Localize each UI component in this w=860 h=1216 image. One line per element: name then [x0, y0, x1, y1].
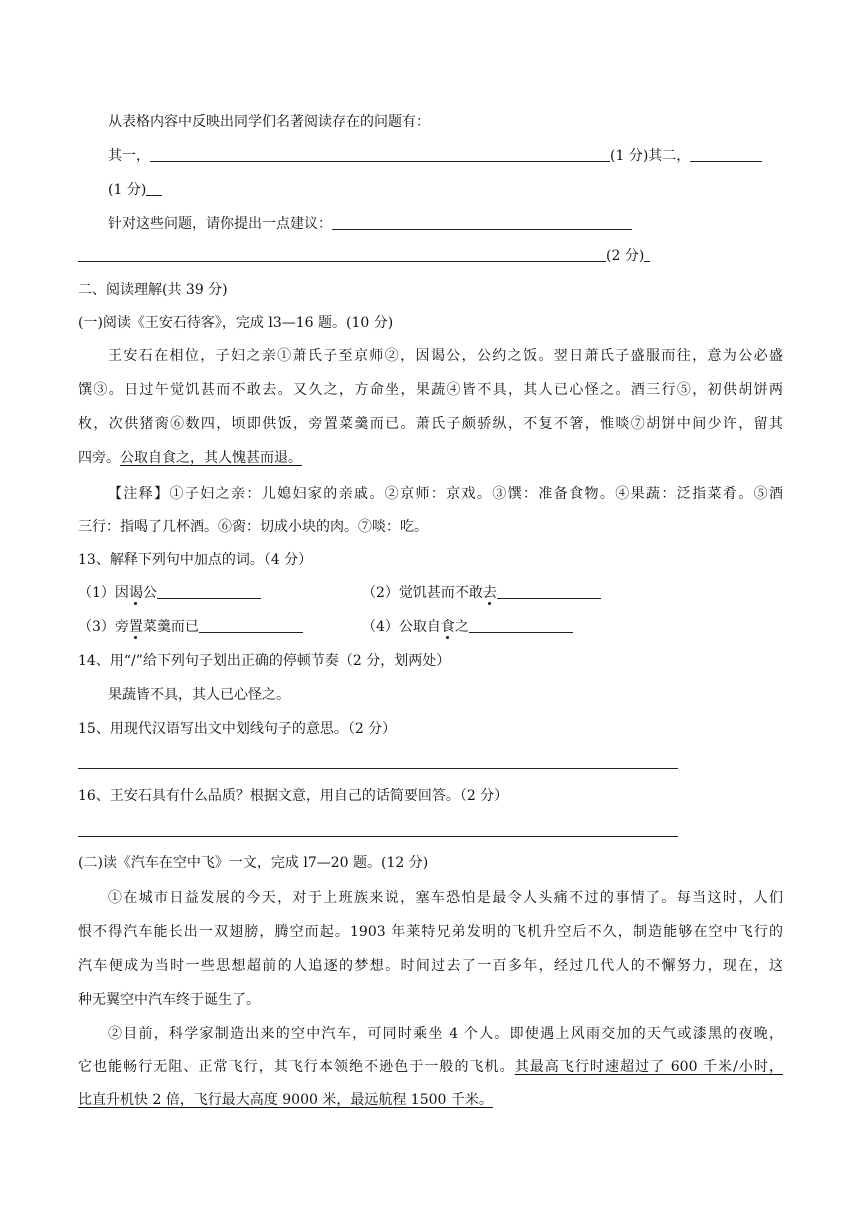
q13-item-3-post: 菜羹而已	[142, 619, 199, 635]
q13-item-1-dotted-word: 谒	[128, 585, 143, 601]
passage-1-line-3: 枚，次供猪脔⑥数四，顷即供饭，旁置菜羹而已。萧氏子颇骄纵，不复不箸，惟啖⑦胡饼中间少许，留其	[78, 416, 783, 432]
q13-item-1-post: 公	[142, 585, 157, 601]
q13-item-4-blank[interactable]	[469, 618, 573, 633]
q13-item-3-dotted-word: 置	[128, 619, 143, 635]
question-14-sentence[interactable]: 果蔬皆不具，其人已心怪之。	[108, 687, 290, 703]
passage-2-underlined-part-1: 其最高飞行时速超过了 600 千米/小时，	[514, 1059, 784, 1075]
passage-2-p2-line-3	[78, 1090, 493, 1110]
passage-2-p2-line-2-text: 它也能畅行无阻、正常飞行，其飞行本领绝不逊色于一般的飞机。	[78, 1059, 515, 1075]
question-13-stem: 13、解释下列句中加点的词。（4 分）	[78, 552, 313, 568]
passage-1-last-prefix: 四旁。	[78, 450, 120, 466]
question-1-label: 其一，	[108, 148, 150, 164]
passage-2-p1-line-4: 种无翼空中汽车终于诞生了。	[78, 992, 260, 1008]
q13-item-1	[78, 583, 261, 603]
q13-item-4-pre: （4）公取自	[362, 619, 441, 635]
q13-item-2	[362, 583, 601, 603]
survey-intro: 从表格内容中反映出同学们名著阅读存在的问题有：	[108, 114, 430, 130]
suggestion-line-2	[78, 246, 650, 266]
q13-item-3-pre: （3）旁	[78, 619, 129, 635]
answer-blank-2[interactable]	[690, 147, 762, 162]
question-15-stem: 15、用现代汉语写出文中划线句子的意思。（2 分）	[78, 721, 397, 737]
question-1-line	[108, 146, 762, 166]
question-2-score: (1 分)	[108, 182, 147, 198]
q13-item-4	[362, 617, 573, 637]
passage-2-p2-line-2	[78, 1057, 783, 1077]
question-14-stem: 14、用“/”给下列句子划出正确的停顿节奏（2 分，划两处）	[78, 653, 451, 669]
suggestion-label: 针对这些问题，请你提出一点建议：	[108, 216, 332, 232]
section-2-title: 二、阅读理解(共 39 分)	[78, 282, 228, 298]
q13-item-4-post: 之	[454, 619, 469, 635]
suggestion-blank-3[interactable]	[644, 247, 650, 262]
underlined-sentence: 公取自食之，其人愧甚而退。	[120, 450, 302, 466]
suggestion-blank-2[interactable]	[78, 247, 606, 262]
q13-item-3	[78, 617, 303, 637]
q13-item-1-blank[interactable]	[157, 584, 261, 599]
q13-item-2-pre: （2）觉饥甚而不敢	[362, 585, 483, 601]
q13-item-3-blank[interactable]	[199, 618, 303, 633]
q13-item-4-dotted-word: 食	[440, 619, 455, 635]
passage-2-p1-line-1: ①在城市日益发展的今天，对于上班族来说，塞车恐怕是最令人头痛不过的事情了。每当这时，人们	[108, 890, 783, 906]
question-1-score: (1 分)其二，	[610, 148, 691, 164]
answer-blank-1[interactable]	[150, 147, 610, 162]
passage-1-line-2: 馔③。日过午觉饥甚而不敢去。又久之，方命坐，果蔬④皆不具，其人已心怪之。酒三行⑤，初供胡饼两	[78, 382, 783, 398]
passage-2-underlined-part-2: 比直升机快 2 倍，飞行最大高度 9000 米，最远航程 1500 千米。	[78, 1092, 493, 1108]
passage-2-p1-line-2: 恨不得汽车能长出一双翅膀，腾空而起。1903 年莱特兄弟发明的飞机升空后不久，制造能够在空中飞行的	[78, 924, 783, 940]
passage-1-line-1: 王安石在相位，子妇之亲①萧氏子至京师②，因谒公，公约之饭。翌日萧氏子盛服而往，意为公必盛	[108, 348, 783, 364]
passage-2-p1-line-3: 汽车便成为当时一些思想超前的人追逐的梦想。时间过去了一百多年，经过几代人的不懈努力，现在，这	[78, 958, 783, 974]
question-16-answer-line[interactable]	[78, 836, 678, 837]
suggestion-blank-1[interactable]	[332, 215, 632, 230]
passage-1-line-4	[78, 448, 302, 468]
annotation-line-1: 【注释】①子妇之亲：儿媳妇家的亲戚。②京师：京戏。③馔：准备食物。④果蔬：泛指菜肴。⑤酒	[108, 486, 783, 502]
q13-item-2-dotted-word: 去	[482, 585, 497, 601]
question-15-answer-line[interactable]	[78, 768, 678, 769]
passage-2-p2-line-1: ②目前，科学家制造出来的空中汽车，可同时乘坐 4 个人。即使遇上风雨交加的天气或漆黑的夜晚，	[108, 1026, 783, 1042]
q13-item-2-blank[interactable]	[497, 584, 601, 599]
passage-1-heading: (一)阅读《王安石待客》，完成 l3—16 题。(10 分)	[78, 315, 394, 331]
answer-blank-3[interactable]	[146, 181, 162, 196]
q13-item-1-pre: （1）因	[78, 585, 129, 601]
suggestion-score: (2 分)	[606, 248, 645, 264]
question-2-score-line	[108, 180, 162, 200]
annotation-line-2: 三行：指喝了几杯酒。⑥脔：切成小块的肉。⑦啖：吃。	[78, 519, 428, 535]
question-16-stem: 16、王安石具有什么品质？根据文意，用自己的话简要回答。（2 分）	[78, 788, 509, 804]
suggestion-line	[108, 214, 632, 234]
passage-2-heading: (二)读《汽车在空中飞》一文，完成 l7—20 题。(12 分)	[78, 855, 429, 871]
